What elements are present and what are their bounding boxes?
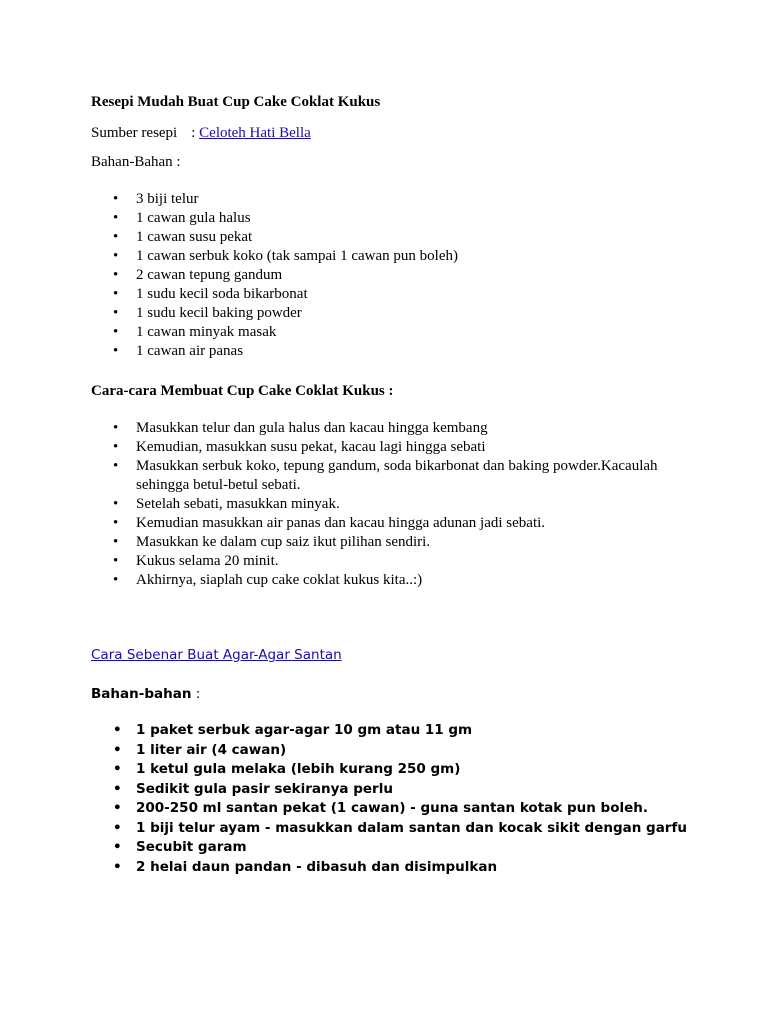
- list-item: • 1 sudu kecil soda bikarbonat: [113, 286, 308, 302]
- recipe2-ingredients-heading: [91, 685, 200, 705]
- bullet: •: [113, 515, 119, 531]
- source-label: Sumber resepi: [91, 125, 178, 141]
- list-item: • Kemudian masukkan air panas dan kacau hingga adunan jadi sebati.: [113, 515, 546, 531]
- bullet: •: [113, 229, 119, 245]
- bullet: •: [113, 858, 122, 875]
- list-item: • Masukkan serbuk koko, tepung gandum, soda bikarbonat dan baking powder.Kacaulah sehingga betul-betul sebati.: [113, 458, 658, 493]
- steps-list: [0, 419, 768, 590]
- list-item: • 1 biji telur ayam - masukkan dalam santan dan kocak sikit dengan garfu: [0, 819, 768, 839]
- list-item: • Sedikit gula pasir sekiranya perlu: [0, 780, 768, 800]
- bullet: •: [113, 741, 122, 758]
- bullet: •: [113, 534, 119, 550]
- recipe2-title: [91, 646, 342, 666]
- list-item: • 2 helai daun pandan - dibasuh dan disimpulkan: [0, 858, 768, 878]
- bullet: •: [113, 553, 119, 569]
- list-item: • 1 cawan susu pekat: [113, 229, 253, 245]
- list-item: • 1 sudu kecil baking powder: [113, 305, 302, 321]
- bullet: •: [113, 496, 119, 512]
- steps-heading: Cara-cara Membuat Cup Cake Coklat Kukus :: [91, 383, 394, 399]
- source-line: [91, 124, 311, 143]
- list-item: • 1 ketul gula melaka (lebih kurang 250 gm): [0, 760, 768, 780]
- bullet: •: [113, 761, 122, 777]
- list-item: • Setelah sebati, masukkan minyak.: [113, 496, 340, 512]
- bullet: •: [113, 210, 119, 226]
- bullet: •: [113, 800, 122, 816]
- list-item: • 200-250 ml santan pekat (1 cawan) - guna santan kotak pun boleh.: [0, 799, 768, 819]
- bullet: •: [113, 722, 122, 738]
- list-item: • 1 cawan serbuk koko (tak sampai 1 cawan pun boleh): [113, 248, 458, 264]
- bullet: •: [113, 343, 119, 359]
- list-item: • Kukus selama 20 minit.: [113, 553, 279, 569]
- list-item: • 1 liter air (4 cawan): [0, 741, 768, 761]
- list-item: • Secubit garam: [0, 838, 768, 858]
- list-item: • Masukkan telur dan gula halus dan kacau hingga kembang: [113, 420, 488, 436]
- source-link[interactable]: Celoteh Hati Bella: [199, 125, 311, 141]
- ingredients-list: [0, 190, 768, 361]
- bullet: •: [113, 267, 119, 283]
- recipe2-title-link[interactable]: Cara Sebenar Buat Agar-Agar Santan: [91, 647, 342, 663]
- bullet: •: [113, 780, 122, 797]
- bullet: •: [113, 819, 122, 836]
- bullet: •: [113, 572, 119, 588]
- bullet: •: [113, 839, 122, 855]
- ingredients-heading: Bahan-Bahan :: [91, 154, 181, 170]
- recipe-title: Resepi Mudah Buat Cup Cake Coklat Kukus: [91, 94, 381, 110]
- list-item: • 1 cawan minyak masak: [113, 324, 277, 340]
- ingredients-heading-colon: :: [191, 686, 201, 702]
- list-item: • 2 cawan tepung gandum: [113, 267, 283, 283]
- list-item: • Akhirnya, siaplah cup cake coklat kukus kita..:): [113, 572, 423, 588]
- list-item: • Kemudian, masukkan susu pekat, kacau lagi hingga sebati: [113, 439, 486, 455]
- list-item: • 1 paket serbuk agar-agar 10 gm atau 11 gm: [0, 721, 768, 741]
- bullet: •: [113, 191, 119, 207]
- bullet: •: [113, 420, 119, 436]
- bullet: •: [113, 286, 119, 302]
- bullet: •: [113, 439, 119, 455]
- bullet: •: [113, 305, 119, 321]
- list-item: • Masukkan ke dalam cup saiz ikut pilihan sendiri.: [113, 534, 431, 550]
- source-colon: :: [191, 125, 200, 141]
- bullet: •: [113, 458, 119, 474]
- list-item: • 3 biji telur: [113, 191, 199, 207]
- list-item: • 1 cawan air panas: [113, 343, 244, 359]
- bullet: •: [113, 248, 119, 264]
- ingredients-heading-label: Bahan-bahan: [91, 686, 192, 702]
- list-item: • 1 cawan gula halus: [113, 210, 251, 226]
- recipe2-ingredients-list: [0, 721, 768, 877]
- bullet: •: [113, 324, 119, 340]
